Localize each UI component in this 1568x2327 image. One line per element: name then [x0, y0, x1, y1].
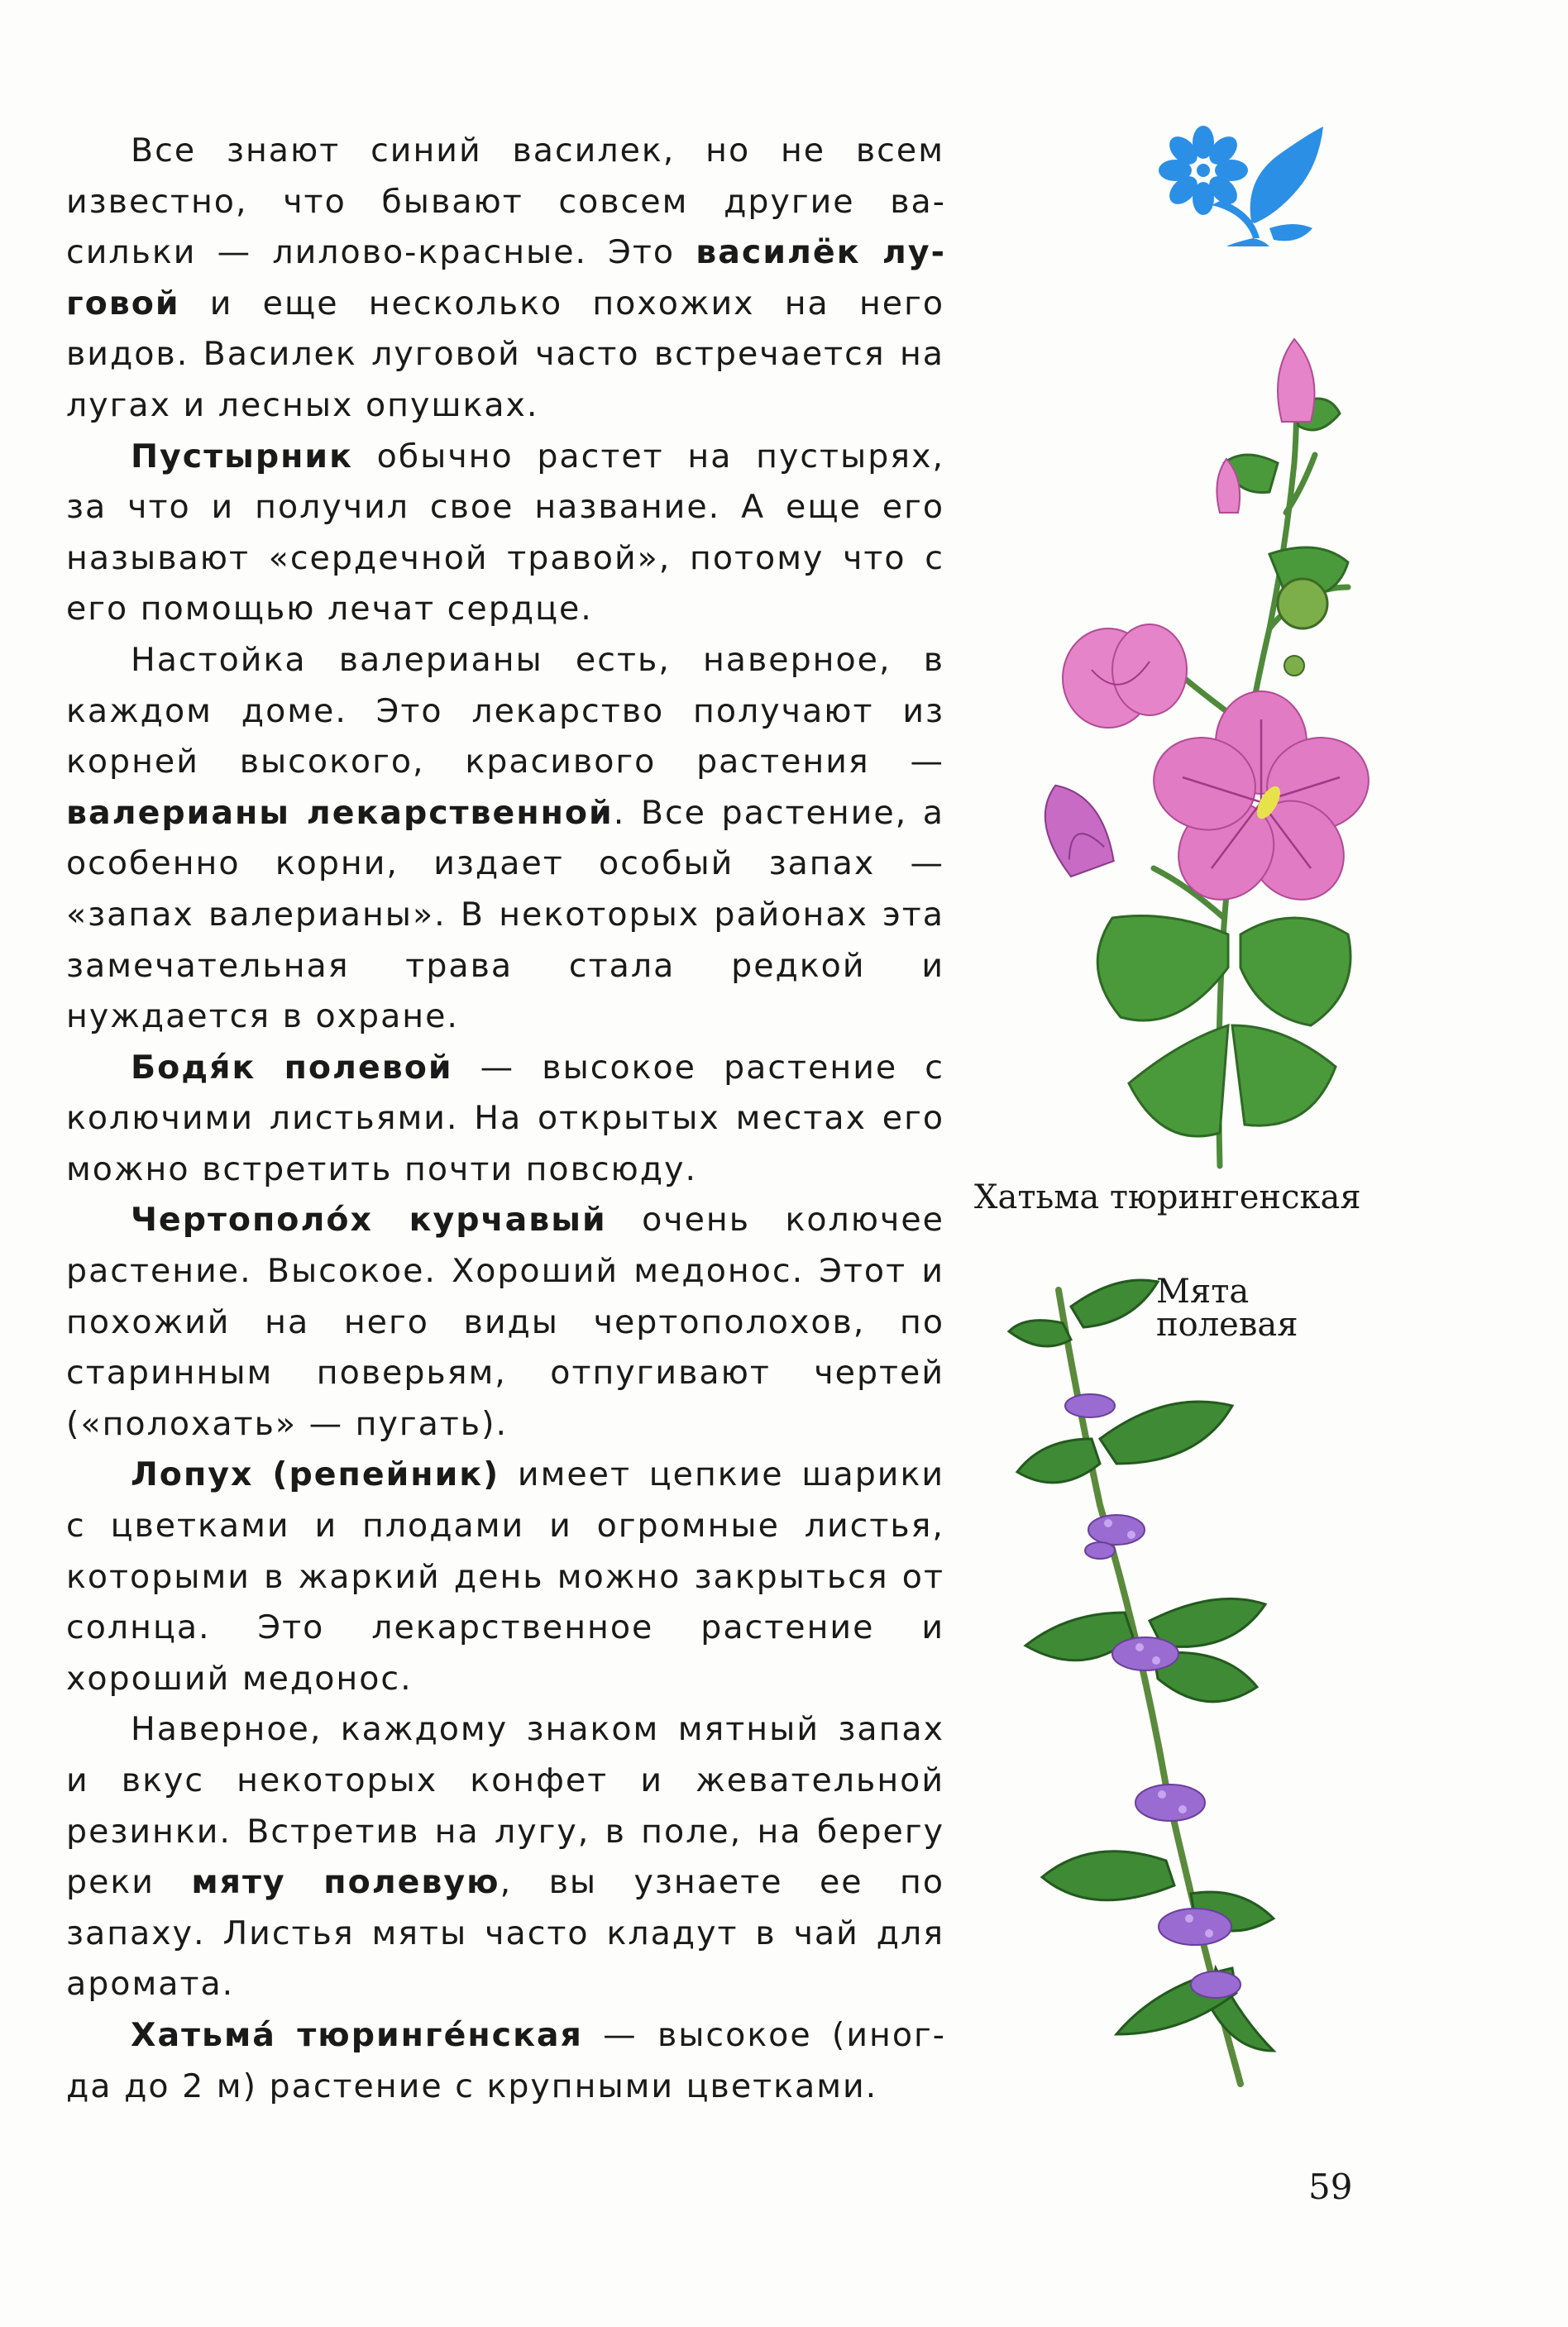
text-run: , вы узнаете ее по запаху. Листья мяты часто кладут в чай для аромата. — [66, 1863, 945, 2004]
mallow-caption: Хатьма тюрингенская — [974, 1178, 1361, 1216]
text-run: имеет цепкие шарики с цветками и плодами и огромные листья, которыми в жаркий день можно закрыться от солнца. Это лекарственное растение и хороший медонос. — [66, 1455, 945, 1698]
text-run: и еще несколько похожих на него видов. Василек луговой часто встречается на лугах и лесных опушках. — [66, 284, 944, 424]
plant-name: валерианы лекарственной — [66, 793, 614, 832]
plant-name: Пустырник — [131, 437, 353, 475]
plant-name: мяту полевую — [191, 1863, 500, 1902]
plant-name: василёк луговой — [66, 233, 944, 323]
plant-name: Хатьма́ тюринге́нская — [131, 2015, 583, 2054]
paragraph — [66, 126, 944, 432]
cornflower-emblem-icon — [1154, 122, 1344, 246]
mint-caption-line2: полевая — [1156, 1306, 1298, 1344]
text-run: — высокое растение с колючими листьями. На открытых местах его можно встретить почти повсюду. — [66, 1048, 944, 1188]
text-run: обычно растет на пустырях, за что и получил свое название. А еще его называют «сердечной травой», потому что с его помощью лечат сердце. — [66, 437, 944, 628]
text-run: Настойка валерианы есть, наверное, в каждом доме. Это лекарство получают из корней высокого, красивого растения — — [66, 640, 944, 781]
text-run: очень колючее растение. Высокое. Хороший медонос. Этот и похожий на него виды чертополохов, по старинным поверьям, отпугивают чертей («полохать» — пугать). — [66, 1201, 944, 1443]
page-number: 59 — [1308, 2167, 1353, 2207]
paragraph — [66, 1704, 944, 2010]
text-run: Наверное, каждому знаком мятный запах и вкус некоторых конфет и жевательной резинки. Встретив на лугу, в поле, на берегу реки — [66, 1710, 944, 1902]
paragraph — [66, 1450, 944, 1704]
text-run: Все знают синий василек, но не всем известно, что бывают совсем другие васильки — лилово-красные. Это — [66, 131, 944, 272]
text-run: — высокое (иногда до 2 м) растение с крупными цветками. — [66, 2015, 945, 2105]
plant-name: Бодя́к полевой — [131, 1048, 453, 1087]
paragraph — [66, 432, 944, 635]
paragraph — [66, 1043, 944, 1196]
mallow-illustration — [1021, 339, 1369, 1174]
paragraph — [66, 635, 944, 1043]
mint-illustration — [992, 1257, 1373, 2133]
paragraph — [66, 1195, 944, 1450]
article-text — [66, 126, 944, 2112]
mint-caption-line1: Мята — [1156, 1273, 1250, 1311]
paragraph — [66, 2010, 944, 2112]
plant-name: Лопух (репейник) — [131, 1455, 500, 1494]
text-run: . Все растение, а особенно корни, издает особый запах — «запах валерианы». В некоторых районах эта замечательная трава стала редкой и нуждается в охране. — [66, 793, 944, 1036]
plant-name: Чертополо́х курчавый — [131, 1201, 607, 1240]
